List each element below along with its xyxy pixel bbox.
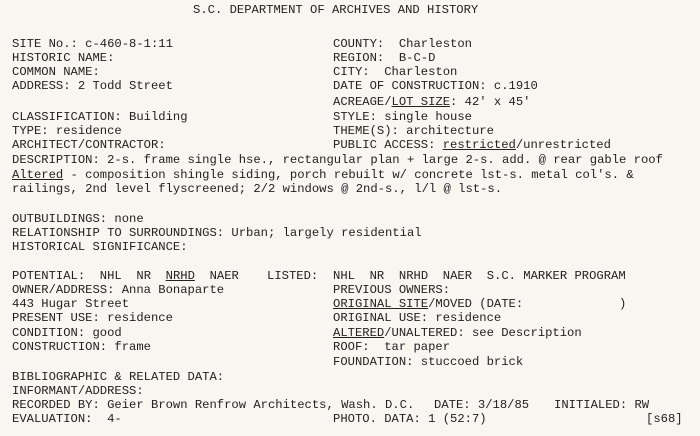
potential-label: POTENTIAL:	[12, 269, 86, 283]
altered-label: ALTERED	[333, 326, 385, 340]
original-use: ORIGINAL USE: residence	[333, 311, 502, 325]
type: TYPE: residence	[12, 124, 122, 138]
bibliographic-data: BIBLIOGRAPHIC & RELATED DATA:	[12, 370, 225, 384]
informant-address: INFORMANT/ADDRESS:	[12, 384, 144, 398]
themes: THEME(S): architecture	[333, 124, 494, 138]
original-site-label: ORIGINAL SITE	[333, 297, 429, 311]
condition: CONDITION: good	[12, 326, 122, 340]
classification: CLASSIFICATION: Building	[12, 110, 188, 124]
moved-date-close: )	[619, 297, 627, 311]
altered-rest: /UNALTERED: see Description	[384, 326, 582, 340]
present-use: PRESENT USE: residence	[12, 311, 173, 325]
listed-nhl: NHL	[333, 269, 355, 283]
lot-size-label: LOT SIZE	[391, 95, 451, 109]
description-line-2	[12, 168, 634, 182]
listed-label: LISTED:	[267, 269, 319, 283]
listed-nrhd: NRHD	[398, 269, 429, 283]
address: ADDRESS: 2 Todd Street	[12, 79, 173, 93]
evaluation: EVALUATION: 4-	[12, 412, 122, 426]
listed-naer: NAER	[442, 269, 473, 283]
potential-row	[12, 269, 239, 283]
construction: CONSTRUCTION: frame	[12, 340, 151, 354]
potential-nr: NR	[136, 269, 152, 283]
relationship-to-surroundings: RELATIONSHIP TO SURROUNDINGS: Urban; largely residential	[12, 226, 422, 240]
county: COUNTY: Charleston	[333, 37, 472, 51]
previous-owners: PREVIOUS OWNERS:	[333, 283, 451, 297]
style: STYLE: single house	[333, 110, 472, 124]
description-line-2-rest: - composition shingle siding, porch rebuilt w/ concrete lst-s. metal col's. &	[63, 168, 634, 182]
recorded-by: RECORDED BY: Geier Brown Renfrow Architects, Wash. D.C.	[12, 398, 415, 412]
potential-nrhd: NRHD	[165, 269, 195, 283]
historical-significance: HISTORICAL SIGNIFICANCE:	[12, 240, 188, 254]
owner-address: OWNER/ADDRESS: Anna Bonaparte	[12, 283, 225, 297]
foundation: FOUNDATION: stuccoed brick	[333, 355, 524, 369]
description-line-1: DESCRIPTION: 2-s. frame single hse., rectangular plan + large 2-s. add. @ rear gable roof	[12, 153, 663, 167]
listed-row	[333, 269, 626, 283]
original-site-moved	[333, 297, 523, 311]
public-access-rest: /unrestricted	[515, 138, 611, 152]
moved-date-label: /MOVED (DATE:	[428, 297, 524, 311]
file-code: [s68]	[646, 412, 683, 426]
date-recorded: DATE: 3/18/85	[434, 398, 530, 412]
acreage-lot-size	[333, 95, 530, 109]
altered-word: Altered	[12, 168, 64, 182]
listed-marker-program: S.C. MARKER PROGRAM	[486, 269, 626, 283]
public-access	[333, 138, 611, 152]
city: CITY: Charleston	[333, 65, 458, 79]
common-name: COMMON NAME:	[12, 65, 100, 79]
potential-naer: NAER	[209, 269, 239, 283]
card-title: S.C. DEPARTMENT OF ARCHIVES AND HISTORY	[193, 3, 479, 17]
acreage-label: ACREAGE/	[333, 95, 392, 109]
owner-street: 443 Hugar Street	[12, 297, 130, 311]
listed-nr: NR	[369, 269, 385, 283]
date-of-construction: DATE OF CONSTRUCTION: c.1910	[333, 79, 538, 93]
outbuildings: OUTBUILDINGS: none	[12, 212, 144, 226]
region: REGION: B-C-D	[333, 51, 436, 65]
initialed: INITIALED: RW	[554, 398, 650, 412]
description-line-3: railings, 2nd level flyscreened; 2/2 windows @ 2nd-s., l/l @ lst-s.	[12, 182, 503, 196]
photo-data: PHOTO. DATA: 1 (52:7)	[333, 412, 487, 426]
potential-nhl: NHL	[99, 269, 122, 283]
roof: ROOF: tar paper	[333, 340, 451, 354]
lot-size-value: : 42' x 45'	[450, 95, 531, 109]
historic-name: HISTORIC NAME:	[12, 51, 115, 65]
architect-contractor: ARCHITECT/CONTRACTOR:	[12, 138, 166, 152]
public-access-restricted: restricted	[442, 138, 516, 152]
altered-unaltered	[333, 326, 582, 340]
public-access-label: PUBLIC ACCESS:	[333, 138, 443, 152]
site-number: SITE No.: c-460-8-1:11	[12, 37, 173, 51]
